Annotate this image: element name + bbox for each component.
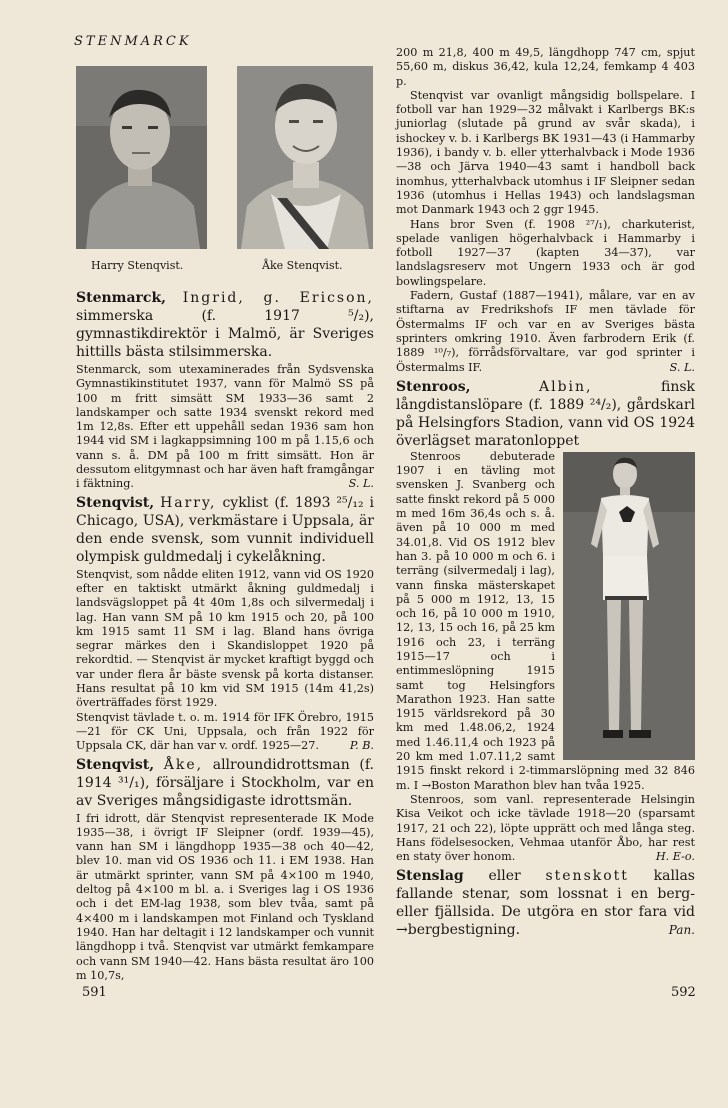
headword-stenroos: Stenroos, bbox=[396, 378, 471, 395]
body-text-harry: Stenqvist, som nådde eliten 1912, vann vid OS 1920 efter en taktiskt utmärkt åkning guldmedalj i landsvägsloppet på 4t 40m 1,8s och silvermedalj i lag. Han vann SM på 10 km 1915 och 20, på 100 km 1915 samt 11 SM i lag. Bland hans övriga segrar märkes den i Skandisloppet 1920 på rekordtid. — Stenqvist är mycket kraftigt byggd och var under flera år bäste svensk på korta distanser. Hans resultat på 10 km vid SM 1915 (14m 41,2s) överträffades först 1929. bbox=[76, 567, 374, 710]
body-text-ake: I fri idrott, där Stenqvist representerade IK Mode 1935—38, i övrigt IF Sleipner (ordf. 1939—45), vann han SM i längdhopp 1935—38 och 40—42, blev 10. man vid OS 1936 och 11. i EM 1938. Han är utmärkt sprinter, vann SM på 4×100 m 1940, deltog på 4×100 m bl. a. i Sveriges lag i OS 1936 och i det EM-lag 1938, som blev tvåa, samt på 4×400 m i landskampen mot Finland och Tyskland 1940. Han har deltagit i 12 landskamper och vunnit längdhopp i två. Stenqvist var utmärkt femkampare och vann SM 1940—42. Hans bästa resultat äro 100 m 10,7s, bbox=[76, 811, 374, 982]
photo-albin-stenroos bbox=[563, 452, 695, 760]
ake-father-paragraph bbox=[396, 289, 695, 375]
entry-harry-lead bbox=[76, 494, 374, 566]
entry-stenslag bbox=[396, 867, 695, 939]
photo-ake-stenqvist bbox=[237, 66, 373, 249]
photo-caption-harry: Harry Stenqvist. bbox=[91, 259, 184, 272]
portrait-ake-illustration bbox=[237, 66, 373, 249]
signature-stenslag: Pan. bbox=[668, 923, 695, 938]
lead-text-ake: allroundidrottsman (f. 1914 ³¹/₁), försäljare i Stockholm, var en av Sveriges mångsidigaste idrottsmän. bbox=[76, 756, 374, 809]
lead-text-stenslag: kallas fallande stenar, som lossnat i en berg- eller fjällsida. De utgöra en stor fara vid →bergbestigning. bbox=[396, 868, 695, 939]
ake-ballgames: Stenqvist var ovanligt mångsidig bollspelare. I fotboll var han 1929—32 målvakt i Karlbergs BK:s juniorlag (slutade på grund av svår skada), i ishockey v. b. i Karlbergs BK 1931—43 (i Hammarby 1936), i bandy v. b. eller ytterhalvback i Mode 1936—38 och Järva 1940—43 samt i handboll back inomhus, ytterhalvback utomhus i IF Sleipner sedan 1936 (utomhus i Hellas 1943) och landslagsman mot Danmark 1943 och 2 ggr 1945. bbox=[396, 88, 695, 217]
body-text-stenmarck: Stenmarck, som utexaminerades från Sydsvenska Gymnastikinstitutet 1937, vann för Malmö SS på 100 m fritt simsätt SM 1933—36 samt 2 landskamper och satte 1934 svenskt rekord med 1m 12,8s. Efter ett uppehåll sedan 1936 sam hon 1944 vid SM i lagkappsimning 100 m på 1.15,6 och vann s. å. DM på 100 m fritt simsätt. Hon är dessutom elitgymnast och har även haft framgångar i fäktning. bbox=[76, 363, 374, 491]
portrait-stenroos-illustration bbox=[563, 452, 695, 760]
lead-text-harry: cyklist (f. 1893 ²⁵/₁₂ i Chicago, USA), verkmästare i Uppsala, är den ende svensk, som vunnit individuell olympisk guldmedalj i cykelåkning. bbox=[76, 494, 374, 565]
ake-continued: 200 m 21,8, 400 m 49,5, längdhopp 747 cm, spjut 55,60 m, diskus 36,42, kula 12,24, femkamp 4 403 p. bbox=[396, 46, 695, 88]
entry-stenroos-lead bbox=[396, 378, 695, 450]
name-stenroos: Albin, bbox=[538, 378, 593, 395]
signature-stenmarck: S. L. bbox=[348, 477, 374, 491]
running-title: STENMARCK bbox=[74, 34, 192, 49]
right-column bbox=[396, 46, 695, 939]
headword-ake: Stenqvist, bbox=[76, 756, 155, 773]
entry-stenmarck-body bbox=[76, 363, 374, 492]
lead-text-stenmarck: simmerska (f. 1917 ⁵/₂), gymnastikdirektör i Malmö, är Sveriges hittills bästa stilsimmerska. bbox=[76, 308, 374, 360]
ake-brother: Hans bror Sven (f. 1908 ²⁷/₁), charkuterist, spelade vanligen högerhalvback i Hammarby i fotboll 1927—37 (kapten 34—37), var landslagsreserv mot Ungern 1933 och är god bowlingspelare. bbox=[396, 217, 695, 288]
page-number-right: 592 bbox=[671, 985, 696, 1000]
lead-text-stenroos: finsk långdistanslöpare (f. 1889 ²⁴/₂), gårdskarl på Helsingfors Stadion, vann vid OS 1924 överlägset maratonloppet bbox=[396, 378, 696, 449]
photo-caption-ake: Åke Stenqvist. bbox=[262, 259, 343, 272]
name-stenmarck: Ingrid, g. Ericson, bbox=[182, 290, 374, 306]
ake-father: Fadern, Gustaf (1887—1941), målare, var en av stiftarna av Fredrikshofs IF men tävlade för Östermalms IF och var en av Sveriges bästa sprinters omkring 1910. Även farbrodern Erik (f. 1889 ¹⁰/₇), förrådsförvaltare, var god sprinter i Östermalms IF. bbox=[396, 289, 695, 374]
portrait-harry-illustration bbox=[76, 66, 207, 249]
headword-stenmarck: Stenmarck, bbox=[76, 290, 167, 306]
signature-harry: P. B. bbox=[349, 739, 374, 753]
entry-ake-lead bbox=[76, 756, 374, 810]
body2-text-harry: Stenqvist tävlade t. o. m. 1914 för IFK Örebro, 1915—21 för CK Uni, Uppsala, och från 1922 för Uppsala CK, där han var v. ordf. 1925—27. bbox=[76, 710, 374, 753]
entry-harry-body2 bbox=[76, 711, 374, 754]
signature-stenroos: H. E-o. bbox=[655, 850, 695, 864]
entry-stenmarck-lead bbox=[76, 289, 374, 361]
entry-stenroos-body2-paragraph bbox=[396, 793, 695, 864]
entry-harry-body bbox=[76, 568, 374, 711]
name-harry: Harry, bbox=[160, 494, 217, 511]
name-ake: Åke, bbox=[163, 756, 204, 773]
photo-harry-stenqvist bbox=[76, 66, 207, 249]
left-column bbox=[76, 289, 374, 983]
entry-stenroos-body: Stenroos debuterade 1907 i en tävling mot svensken J. Svanberg och satte finskt rekord på 5 000 m med 16m 36,4s och s. å. även på 10 000 m med 34.01,8. Vid OS 1912 blev han 3. på 10 000 m och 6. i terräng (silvermedalj i lag), vann finska mästerskapet på 5 000 m 1912, 13, 15 och 16, på 10 000 m 1910, 12, 13, 15 och 16, på 25 km 1916 och 23, i terräng 1915—17 och i entimmeslöpning 1915 samt tog Helsingfors Marathon 1923. Han satte 1915 världsrekord på 30 km med 1.48.06,2, 1924 med 1.46.11,4 och 1923 på 20 km med 1.07.11,2 samt 1915 finskt rekord i 2-timmarslöpning med 32 846 m. I →Boston Marathon blev han tvåa 1925. bbox=[396, 449, 695, 792]
name-stenskott: stenskott bbox=[545, 868, 629, 885]
entry-ake-body bbox=[76, 812, 374, 984]
signature-ake: S. L. bbox=[669, 360, 695, 374]
entry-stenroos-body2: Stenroos, som vanl. representerade Helsingin Kisa Veikot och icke tävlade 1918—20 (sparsamt 1917, 21 och 22), löpte upprätt och med långa steg. Hans födelsesocken, Vehmaa utanför Åbo, har rest en staty över honom. bbox=[396, 792, 695, 864]
headword-stenslag: Stenslag bbox=[396, 868, 464, 885]
page-number-left: 591 bbox=[82, 985, 107, 1000]
headword-harry: Stenqvist, bbox=[76, 494, 155, 511]
stenslag-connector: eller bbox=[488, 868, 521, 885]
